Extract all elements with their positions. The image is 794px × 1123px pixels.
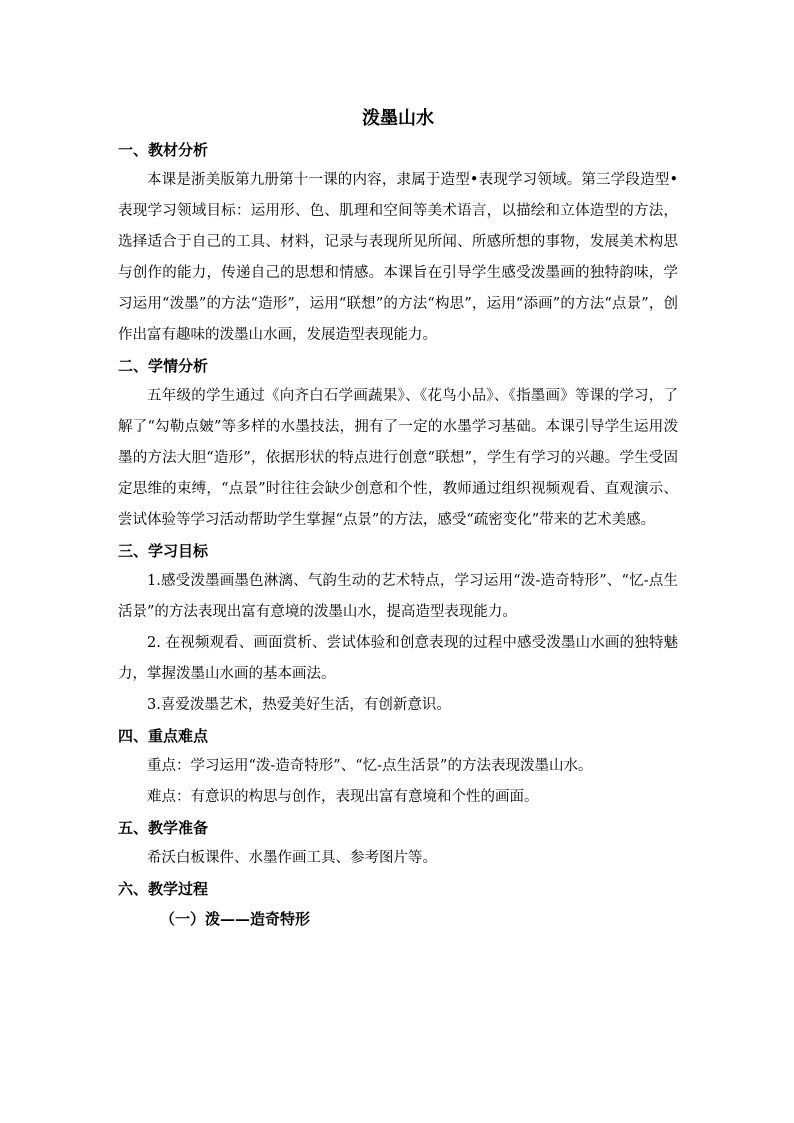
section-key-points <box>118 723 678 813</box>
section-heading: 五、教学准备 <box>118 819 209 837</box>
paragraph: 五年级的学生通过《向齐白石学画蔬果》、《花鸟小品》、《指墨画》等课的学习，了解了“勾勒点皴”等多样的水墨技法，拥有了一定的水墨学习基础。本课引导学生运用泼墨的方法大胆“造形”，依据形状的特点进行创意“联想”，学生有学习的兴趣。学生受固定思维的束缚，“点景”时往往会缺少创意和个性，教师通过组织视频观看、直观演示、尝试体验等学习活动帮助学生掌握“点景”的方法，感受“疏密变化”带来的艺术美感。 <box>118 388 678 528</box>
section-preparation <box>118 815 678 874</box>
section-learning-goals <box>118 538 678 721</box>
subheading: （一）泼——造奇特形 <box>160 910 311 928</box>
section-heading: 三、学习目标 <box>118 542 209 560</box>
goal-item: 3.喜爱泼墨艺术，热爱美好生活，有创新意识。 <box>147 697 451 713</box>
goal-item: 1.感受泼墨画墨色淋漓、气韵生动的艺术特点，学习运用“泼-造奇特形”、“忆-点生活景”的方法表现出富有意境的泼墨山水，提高造型表现能力。 <box>118 573 678 620</box>
section-student-analysis <box>118 353 678 536</box>
section-teaching-process <box>118 876 678 934</box>
section-textbook-analysis <box>118 137 678 351</box>
goal-item: 2. 在视频观看、画面赏析、尝试体验和创意表现的过程中感受泼墨山水画的独特魅力，掌握泼墨山水画的基本画法。 <box>118 635 678 682</box>
document-page <box>118 104 678 934</box>
section-heading: 二、学情分析 <box>118 357 209 375</box>
paragraph: 本课是浙美版第九册第十一课的内容，隶属于造型•表现学习领域。第三学段造型•表现学习领域目标：运用形、色、肌理和空间等美术语言，以描绘和立体造型的方法，选择适合于自己的工具、材料，记录与表现所见所闻、所感所想的事物，发展美术构思与创作的能力，传递自己的思想和情感。本课旨在引导学生感受泼墨画的独特韵味，学习运用“泼墨”的方法“造形”，运用“联想”的方法“构思”，运用“添画”的方法“点景”，创作出富有趣味的泼墨山水画，发展造型表现能力。 <box>118 172 678 343</box>
paragraph: 希沃白板课件、水墨作画工具、参考图片等。 <box>147 850 437 866</box>
key-point: 重点：学习运用“泼-造奇特形”、“忆-点生活景”的方法表现泼墨山水。 <box>147 758 593 774</box>
difficult-point: 难点：有意识的构思与创作，表现出富有意境和个性的画面。 <box>147 789 539 805</box>
section-heading: 四、重点难点 <box>118 727 209 745</box>
section-heading: 六、教学过程 <box>118 880 209 898</box>
document-title: 泼墨山水 <box>362 108 434 129</box>
section-heading: 一、教材分析 <box>118 141 209 159</box>
